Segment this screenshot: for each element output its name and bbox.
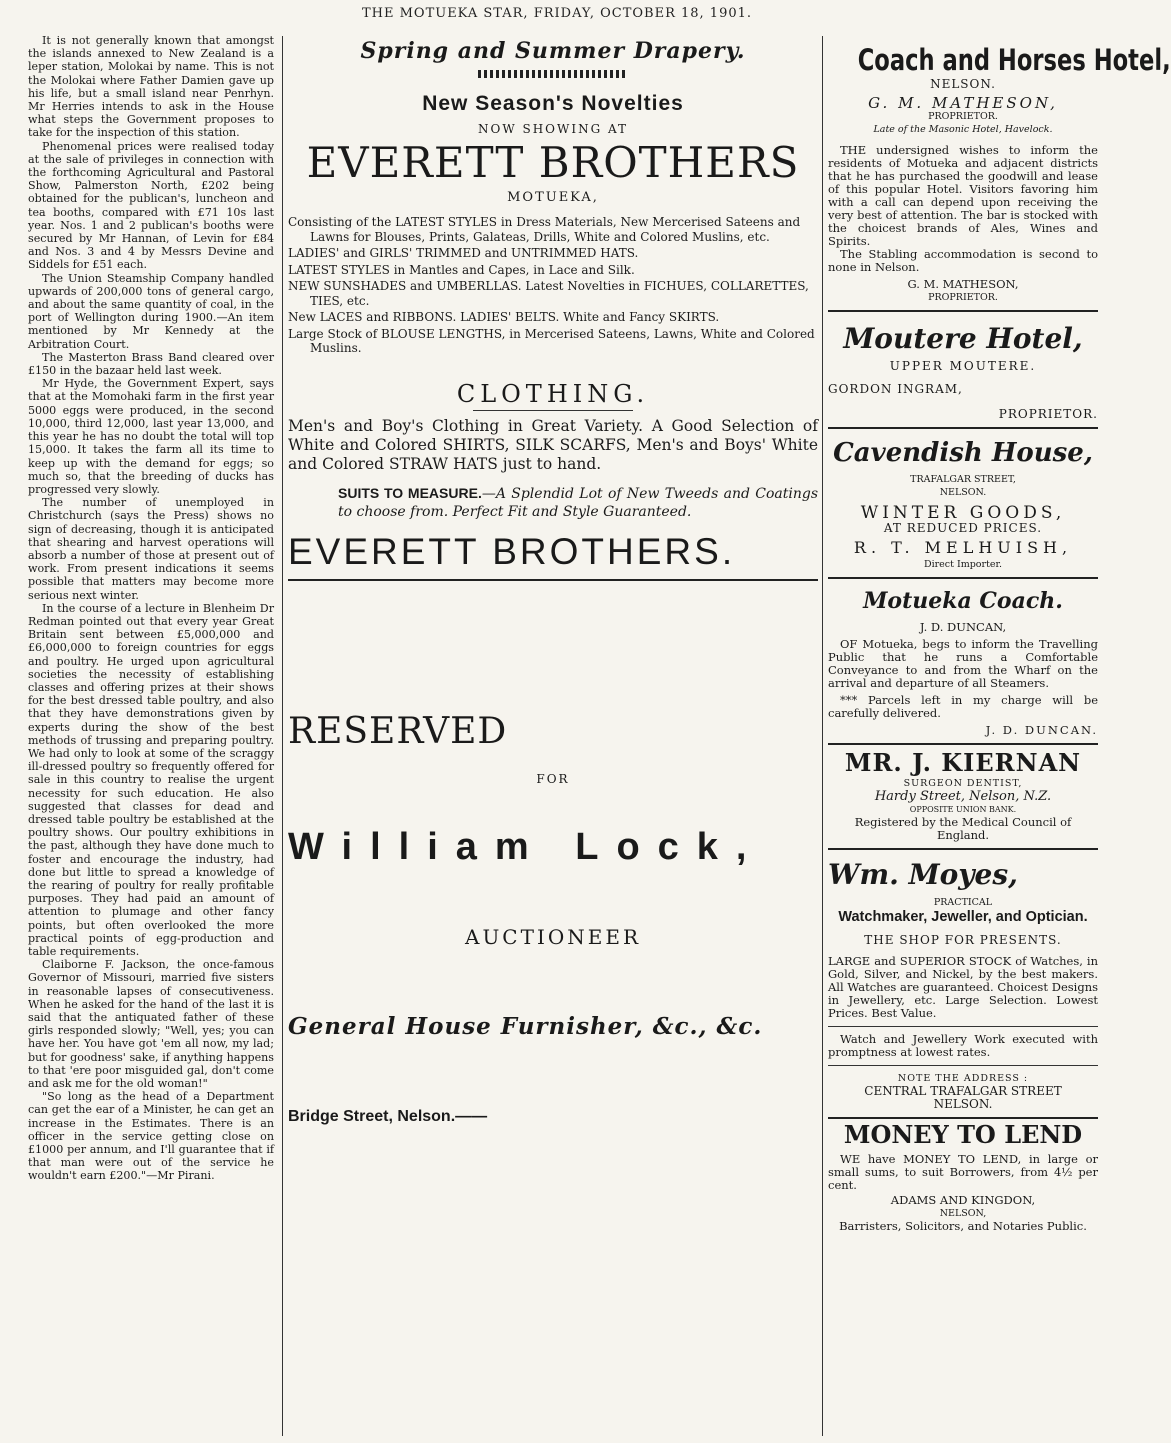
coach-body: OF Motueka, begs to inform the Travelling Public that he runs a Comfortable Conveyance to and from the Wharf on the arrival and departure of all Steamers. bbox=[828, 637, 1098, 690]
cavendish-house-advert bbox=[828, 429, 1098, 579]
news-paragraph: The number of unemployed in Christchurch (says the Press) shows no sign of decreasing, though it is anticipated that shearing and harvest operations will absorb a number of those at present out of work. From present indications it seems possible that matters may become more serious next winter. bbox=[28, 496, 274, 602]
coach-horses-proprietor-label: PROPRIETOR. bbox=[928, 111, 998, 122]
advert-divider bbox=[288, 579, 818, 581]
moyes-repair: Watch and Jewellery Work executed with promptness at lowest rates. bbox=[828, 1032, 1098, 1059]
drapery-advert-column bbox=[288, 34, 818, 1434]
masthead: THE MOTUEKA STAR, FRIDAY, OCTOBER 18, 1901. bbox=[361, 6, 753, 21]
money-title: MONEY TO LEND bbox=[843, 1120, 1083, 1149]
coach-horses-town: NELSON. bbox=[930, 77, 996, 91]
moutere-proprietor: GORDON INGRAM, bbox=[828, 382, 963, 396]
money-trades: Barristers, Solicitors, and Notaries Public. bbox=[839, 1219, 1087, 1233]
moyes-address: CENTRAL TRAFALGAR STREET bbox=[864, 1084, 1062, 1098]
suits-text: —A Splendid Lot of New Tweeds and Coatings to choose from. Perfect Fit and Style Guaranteed. bbox=[338, 485, 818, 520]
news-paragraph: The Union Steamship Company handled upwards of 200,000 tons of general cargo, and about the same quantity of coal, in the port of Wellington during 1900.—An item mentioned by Mr Kennedy at the Arbitration Court. bbox=[28, 271, 274, 351]
money-to-lend-advert bbox=[828, 1119, 1098, 1233]
drapery-item: LATEST STYLES in Mantles and Capes, in Lace and Silk. bbox=[288, 262, 635, 277]
auctioneer-label: AUCTIONEER bbox=[465, 924, 641, 949]
drapery-item: Consisting of the LATEST STYLES in Dress Materials, New Mercerised Sateens and Lawns for Blouses, Prints, Galateas, Drills, White and Colored Muslins, etc. bbox=[288, 215, 801, 244]
cavendish-prices: AT REDUCED PRICES. bbox=[883, 521, 1043, 535]
moyes-shop: THE SHOP FOR PRESENTS. bbox=[864, 933, 1062, 947]
column-rule-right bbox=[822, 36, 823, 1436]
cavendish-label: Direct Importer. bbox=[923, 559, 1003, 570]
news-column bbox=[28, 34, 274, 1434]
coach-title: Motueka Coach. bbox=[863, 588, 1063, 614]
cavendish-name: R. T. MELHUISH, bbox=[853, 538, 1073, 557]
moyes-trade: Watchmaker, Jeweller, and Optician. bbox=[838, 909, 1088, 925]
clothing-text: Men's and Boy's Clothing in Great Variety. A Good Selection of White and Colored SHIRTS, SILK SCARFS, Men's and Boys' White and Colored STRAW HATS just to hand. bbox=[288, 416, 818, 473]
lock-address: Bridge Street, Nelson.—— bbox=[288, 1107, 488, 1125]
now-showing: NOW SHOWING AT bbox=[478, 122, 628, 136]
coach-horses-late: Late of the Masonic Hotel, Havelock. bbox=[873, 124, 1053, 135]
motueka-coach-advert bbox=[828, 579, 1098, 745]
drapery-item: Large Stock of BLOUSE LENGTHS, in Mercerised Sateens, Lawns, White and Colored Muslins. bbox=[288, 326, 815, 355]
column-rule-left bbox=[282, 36, 283, 1436]
coach-parcels: *** Parcels left in my charge will be carefully delivered. bbox=[828, 693, 1098, 720]
cavendish-street: TRAFALGAR STREET, bbox=[910, 474, 1016, 485]
suits-label: SUITS TO MEASURE. bbox=[338, 484, 482, 501]
cavendish-goods: WINTER GOODS, bbox=[860, 503, 1066, 523]
drapery-title: Spring and Summer Drapery. bbox=[360, 38, 746, 64]
dentist-address: Hardy Street, Nelson, N.Z. bbox=[874, 789, 1052, 804]
news-paragraph: Claiborne F. Jackson, the once-famous Governor of Missouri, married five sisters in reasonable lapses of consecutiveness. When he asked for the hand of the last it is said that the antiquated father of these girls responded slowly; "Well, yes; you can have her. You have got 'em all now, my lad; but for goodness' sake, if anything happens to that 'ere poor misguided gal, don't come and ask me for the old woman!" bbox=[28, 958, 274, 1091]
coach-horses-proprietor: G. M. MATHESON, bbox=[868, 94, 1058, 112]
for-label: FOR bbox=[536, 771, 570, 786]
drapery-item: New LACES and RIBBONS. LADIES' BELTS. White and Fancy SKIRTS. bbox=[288, 310, 720, 324]
money-firm: ADAMS AND KINGDON, bbox=[890, 1193, 1036, 1207]
dentist-registered: Registered by the Medical Council of England. bbox=[854, 815, 1072, 842]
coach-horses-sig-label: PROPRIETOR. bbox=[928, 292, 998, 303]
lock-name: William Lock, bbox=[288, 825, 765, 868]
furnisher-text: General House Furnisher, &c., &c. bbox=[288, 1012, 763, 1040]
novelties-heading: New Season's Novelties bbox=[422, 92, 684, 115]
firm-name: EVERETT BROTHERS bbox=[306, 138, 800, 187]
coach-horses-sig: G. M. MATHESON, bbox=[907, 277, 1019, 291]
coach-horses-stabling: The Stabling accommodation is second to none in Nelson. bbox=[828, 247, 1098, 274]
moutere-hotel-advert bbox=[828, 312, 1098, 429]
dentist-opposite: OPPOSITE UNION BANK. bbox=[909, 805, 1017, 814]
coach-horses-body: THE undersigned wishes to inform the residents of Motueka and adjacent districts that he has purchased the goodwill and lease of this popular Hotel. Visitors favoring him with a call can depend upon receiving the very best of attention. The bar is stocked with the choicest brands of Ales, Wines and Spirits. bbox=[828, 143, 1098, 248]
news-paragraph: Mr Hyde, the Government Expert, says that at the Momohaki farm in the first year 5000 eggs were produced, in the second 10,000, third 12,000, last year 13,000, and this year he has no doubt the total will top 15,000. It takes the farm all its time to keep up with the demand for eggs; so much so, that the breeding of ducks has progressed very slowly. bbox=[28, 377, 274, 496]
news-paragraph: Phenomenal prices were realised today at the sale of privileges in connection with the forthcoming Agricultural and Pastoral Show, Palmerston North, £202 being obtained for the publican's, luncheon and tea booths, compared with £71 10s last year. Nos. 1 and 2 publican's booths were secured by Mr Hannan, of Levin for £84 and Nos. 3 and 4 by Messrs Devine and Siddels for £51 each. bbox=[28, 139, 274, 272]
dentist-advert bbox=[828, 745, 1098, 850]
moyes-note: NOTE THE ADDRESS : bbox=[897, 1073, 1029, 1084]
news-paragraph: In the course of a lecture in Blenheim Dr Redman pointed out that every year Great Britain sent between £5,000,000 and £6,000,000 to foreign countries for eggs and poultry. He urged upon agricultural societies the necessity of establishing classes and offering prizes at their shows for the best dressed table poultry, and also that they have demonstrations given by experts during the show of the best methods of trussing and preparing poultry. We had only to look at some of the scraggy ill-dressed poultry so frequently offered for sale in this country to realise the urgent necessity for such education. He also suggested that classes for dead and dressed table poultry be established at the poultry shows. Our poultry exhibitions in the past, although they have done much to foster and encourage the industry, had done but little to spread a knowledge of the rearing of poultry for really profitable purposes. They had paid an amount of attention to plumage and other fancy points, but often overlooked the more practical points of egg-production and table requirements. bbox=[28, 601, 274, 959]
drapery-item: NEW SUNSHADES and UMBERLLAS. Latest Novelties in FICHUES, COLLARETTES, TIES, etc. bbox=[288, 279, 809, 308]
moutere-place: UPPER MOUTERE. bbox=[889, 359, 1037, 373]
money-town: NELSON, bbox=[939, 1208, 987, 1219]
moutere-title: Moutere Hotel, bbox=[843, 322, 1083, 355]
moyes-town: NELSON. bbox=[933, 1097, 993, 1111]
cavendish-title: Cavendish House, bbox=[833, 438, 1093, 468]
drapery-item: LADIES' and GIRLS' TRIMMED and UNTRIMMED HATS. bbox=[288, 246, 639, 260]
ornament-divider bbox=[478, 70, 628, 78]
reserved-heading: RESERVED bbox=[288, 710, 508, 752]
coach-name: J. D. DUNCAN, bbox=[919, 620, 1007, 634]
money-body: WE have MONEY TO LEND, in large or small sums, to suit Borrowers, from 4½ per cent. bbox=[828, 1152, 1098, 1192]
dentist-role: SURGEON DENTIST, bbox=[903, 778, 1023, 789]
moyes-title: Wm. Moyes, bbox=[828, 858, 1018, 891]
drapery-items bbox=[288, 215, 818, 356]
coach-sig: J. D. DUNCAN. bbox=[985, 723, 1098, 737]
moutere-label: PROPRIETOR. bbox=[998, 407, 1098, 421]
coach-horses-advert bbox=[828, 40, 1171, 312]
moyes-practical: PRACTICAL bbox=[933, 897, 993, 908]
dentist-title: MR. J. KIERNAN bbox=[844, 748, 1082, 777]
clothing-rule bbox=[473, 410, 633, 411]
news-paragraph: The Masterton Brass Band cleared over £150 in the bazaar held last week. bbox=[28, 350, 274, 378]
firm-town: MOTUEKA, bbox=[507, 190, 599, 205]
cavendish-town: NELSON. bbox=[939, 487, 987, 498]
firm-footer: EVERETT BROTHERS. bbox=[288, 530, 736, 572]
news-paragraph: It is not generally known that amongst the islands annexed to New Zealand is a leper station, Molokai by name. This is not the Molokai where Father Damien gave up his life, but a small island near Penrhyn. Mr Herries intends to ask in the House what steps the Government proposes to take for the inspection of this station. bbox=[28, 34, 274, 140]
moyes-stock: LARGE and SUPERIOR STOCK of Watches, in Gold, Silver, and Nickel, by the best makers. All Watches are guaranteed. Choicest Designs in Jewellery, etc. Large Selection. Lowest Prices. Best Value. bbox=[828, 954, 1098, 1020]
coach-horses-title: Coach and Horses Hotel, bbox=[857, 43, 1171, 77]
small-adverts-column bbox=[828, 40, 1171, 1436]
news-paragraph: "So long as the head of a Department can get the ear of a Minister, he can get an increase in the Estimates. There is an officer in the service getting close on £1000 per annum, and I'll guarantee that if that man were out of the service he wouldn't earn £200."—Mr Pirani. bbox=[28, 1090, 274, 1183]
moyes-advert bbox=[828, 850, 1098, 1119]
clothing-heading: CLOTHING. bbox=[456, 379, 650, 408]
